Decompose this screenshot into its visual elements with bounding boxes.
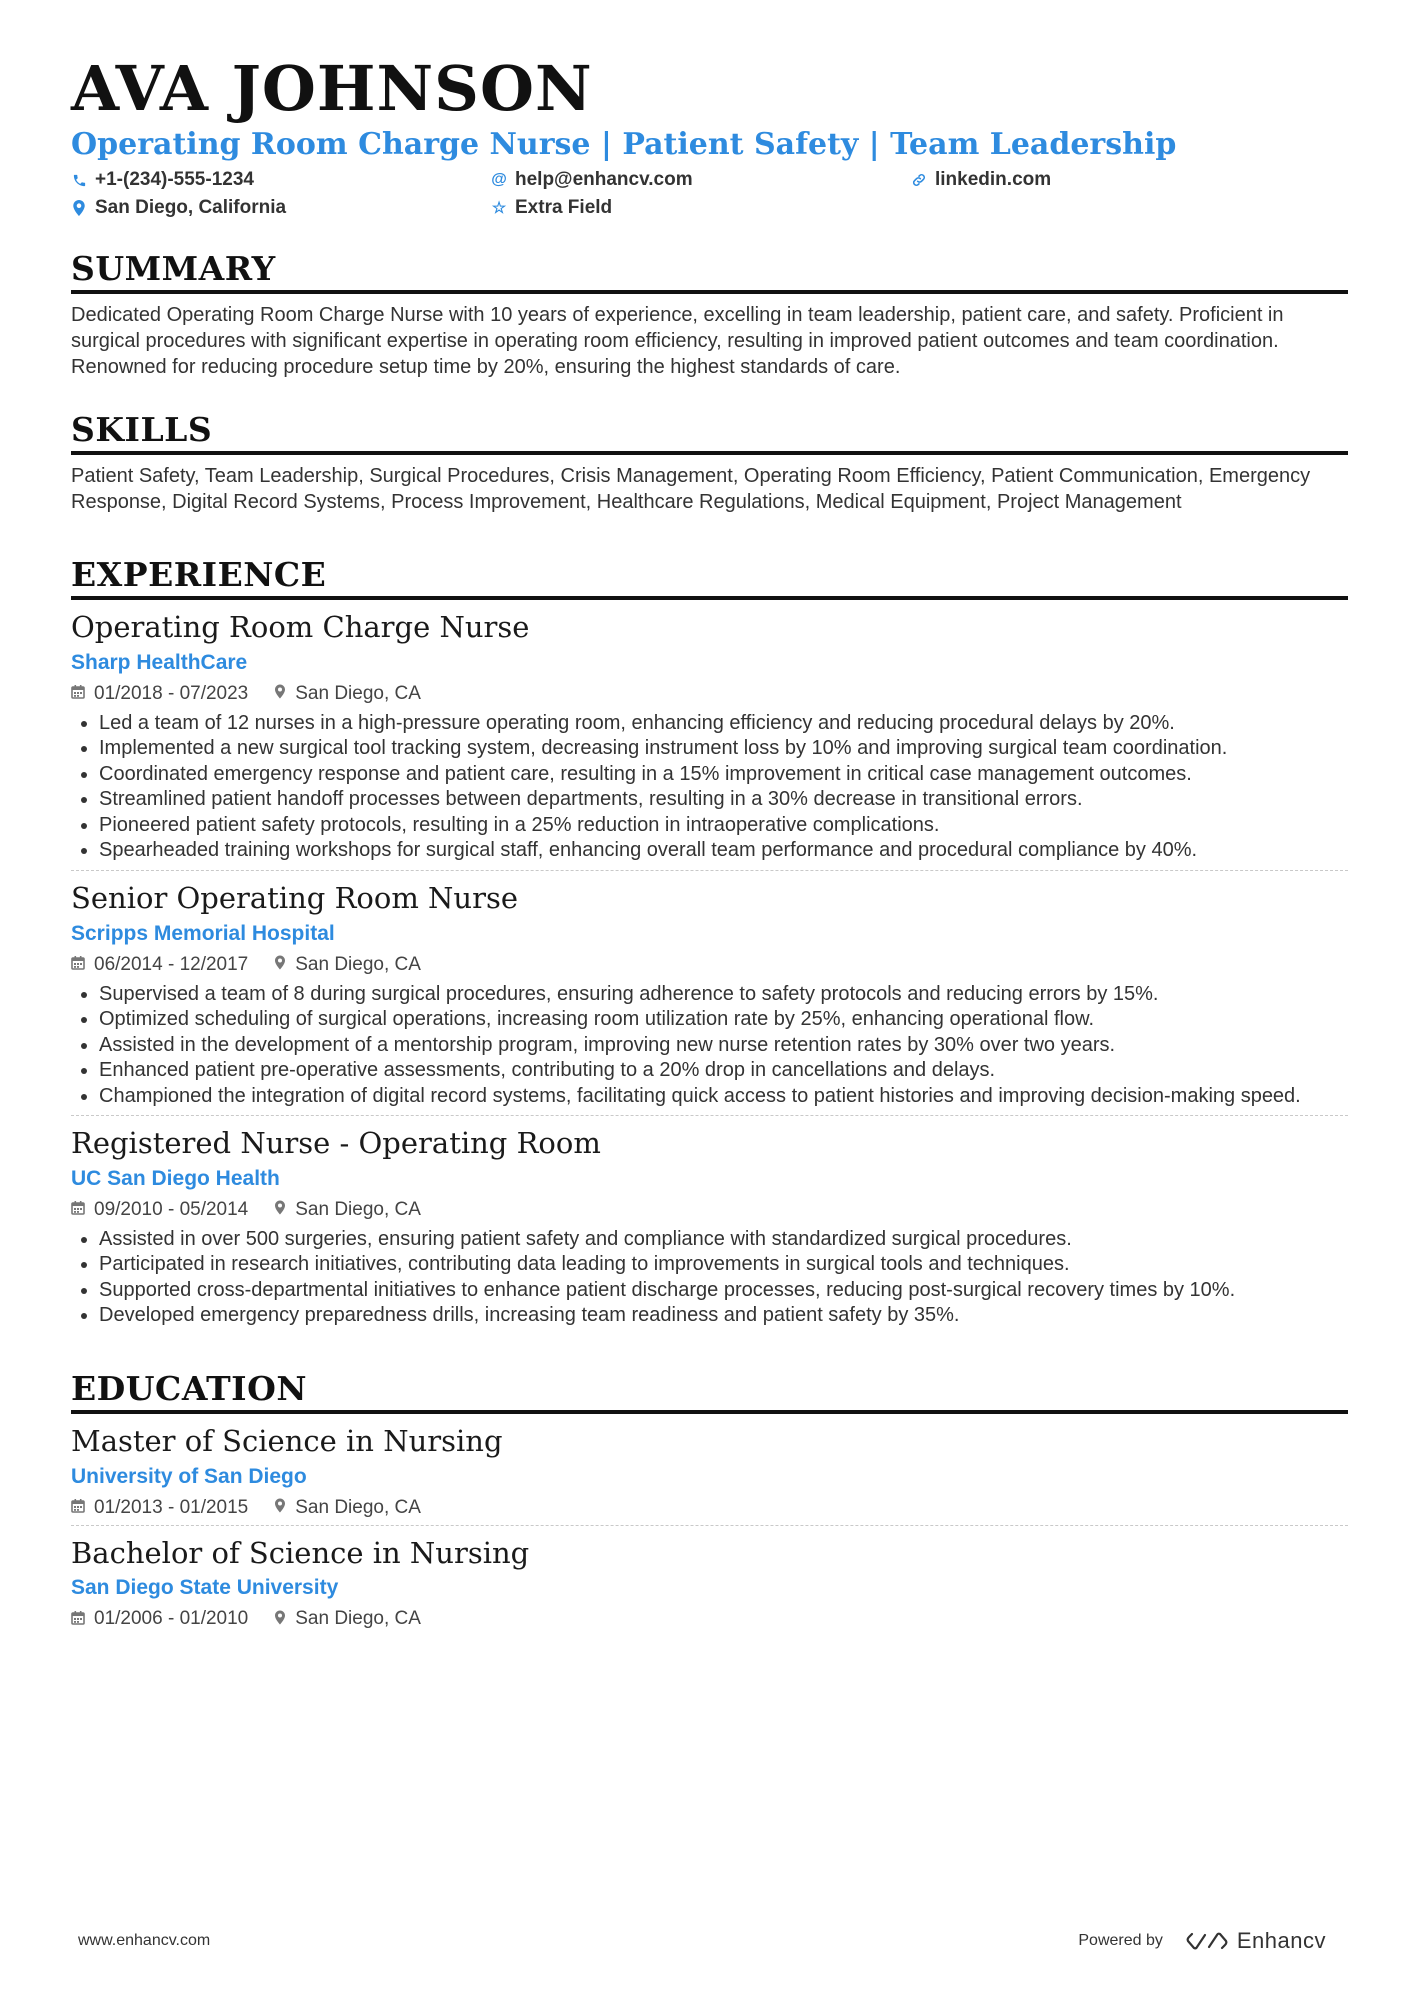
entry-dates — [71, 1497, 248, 1519]
achievement-item: • Assisted in the development of a mentorship program, improving new nurse retention rates by 30% over two years. — [99, 1033, 1348, 1059]
achievement-item: • Streamlined patient handoff processes between departments, resulting in a 30% decrease in transitional errors. — [99, 787, 1348, 813]
achievement-item: • Pioneered patient safety protocols, resulting in a 25% reduction in intraoperative complications. — [99, 813, 1348, 839]
linkedin-text: linkedin.com — [935, 169, 1052, 190]
contact-info — [71, 169, 1348, 219]
degree-title: Master of Science in Nursing — [71, 1423, 503, 1458]
entry-location — [274, 954, 421, 976]
entry-meta — [71, 1497, 1348, 1519]
calendar-icon — [71, 684, 85, 703]
headline: Operating Room Charge Nurse | Patient Safety | Team Leadership — [71, 127, 1177, 162]
education-title: EDUCATION — [71, 1369, 1348, 1414]
location-pin-icon — [274, 955, 286, 974]
powered-by-label: Powered by — [1078, 1932, 1163, 1949]
skills-text: Patient Safety, Team Leadership, Surgical Procedures, Crisis Management, Operating Room Efficiency, Patient Communication, Emergency Response, Digital Record Systems, Process Improvement, Healthcare Regulations, Medical Equipment, Project Management — [71, 465, 1311, 513]
entry-dates — [71, 1608, 248, 1630]
achievement-item: • Supervised a team of 8 during surgical procedures, ensuring adherence to safety protocols and reducing errors by 15%. — [99, 982, 1348, 1008]
entry-location — [274, 1608, 421, 1630]
location-text: San Diego, CA — [295, 682, 421, 704]
achievement-item: • Implemented a new surgical tool tracking system, decreasing instrument loss by 10% and improving surgical team coordination. — [99, 736, 1348, 762]
skills-title: SKILLS — [71, 410, 1348, 455]
phone-icon — [71, 173, 87, 188]
dates-text: 06/2014 - 12/2017 — [94, 953, 249, 975]
contact-phone — [71, 169, 491, 191]
entry-meta — [71, 683, 1348, 705]
school-name[interactable]: San Diego State University — [71, 1576, 339, 1600]
school-name[interactable]: University of San Diego — [71, 1464, 307, 1488]
calendar-icon — [71, 955, 85, 974]
achievement-item: • Enhanced patient pre-operative assessments, contributing to a 20% drop in cancellations and delays. — [99, 1058, 1348, 1084]
entry-meta — [71, 1199, 1348, 1221]
contact-linkedin[interactable] — [911, 169, 1331, 191]
enhancv-logo[interactable] — [1185, 1928, 1326, 1954]
job-title: Registered Nurse - Operating Room — [71, 1126, 601, 1161]
email-text: help@enhancv.com — [515, 169, 693, 190]
enhancv-logo-icon — [1185, 1930, 1229, 1952]
job-title: Operating Room Charge Nurse — [71, 610, 530, 644]
extra-text: Extra Field — [515, 197, 613, 218]
location-text: San Diego, CA — [295, 1198, 421, 1220]
achievement-item: • Supported cross-departmental initiatives to enhance patient discharge processes, reducing post-surgical recovery times by 10%. — [99, 1278, 1348, 1304]
calendar-icon — [71, 1610, 85, 1629]
education-entry — [71, 1414, 1348, 1526]
star-icon: ☆ — [491, 200, 507, 217]
company-name[interactable]: UC San Diego Health — [71, 1166, 280, 1190]
entry-dates — [71, 1199, 248, 1221]
location-pin-icon — [274, 684, 286, 703]
achievement-item: • Developed emergency preparedness drills, increasing team readiness and patient safety by 35%. — [99, 1303, 1348, 1329]
resume-header — [71, 52, 1348, 219]
achievement-item: • Led a team of 12 nurses in a high-pressure operating room, enhancing efficiency and reducing procedural delays by 20%. — [99, 711, 1348, 737]
education-entry — [71, 1526, 1348, 1637]
achievement-item: • Optimized scheduling of surgical operations, increasing room utilization rate by 25%, enhancing operational flow. — [99, 1007, 1348, 1033]
dates-text: 01/2018 - 07/2023 — [94, 682, 249, 704]
entry-location — [274, 683, 421, 705]
contact-email[interactable] — [491, 169, 911, 191]
company-name[interactable]: Sharp HealthCare — [71, 650, 248, 674]
phone-text: +1-(234)-555-1234 — [95, 169, 254, 190]
achievement-item: • Assisted in over 500 surgeries, ensuring patient safety and compliance with standardized surgical procedures. — [99, 1227, 1348, 1253]
achievement-list — [71, 1227, 1348, 1329]
entry-location — [274, 1497, 421, 1519]
entry-dates — [71, 954, 248, 976]
summary-title: SUMMARY — [71, 249, 1348, 294]
location-pin-icon — [274, 1610, 286, 1629]
achievement-item: • Coordinated emergency response and patient care, resulting in a 15% improvement in critical case management outcomes. — [99, 762, 1348, 788]
experience-title: EXPERIENCE — [71, 555, 1348, 600]
page-footer — [78, 1928, 1326, 1954]
dates-text: 09/2010 - 05/2014 — [94, 1198, 249, 1220]
experience-entry — [71, 600, 1348, 871]
dates-text: 01/2013 - 01/2015 — [94, 1496, 249, 1518]
experience-section — [71, 555, 1348, 1335]
contact-extra — [491, 197, 911, 219]
dates-text: 01/2006 - 01/2010 — [94, 1608, 249, 1630]
job-title: Senior Operating Room Nurse — [71, 880, 518, 915]
location-pin-icon — [274, 1498, 286, 1517]
achievement-item: • Participated in research initiatives, contributing data leading to improvements in surgical tools and techniques. — [99, 1252, 1348, 1278]
calendar-icon — [71, 1498, 85, 1517]
achievement-list — [71, 711, 1348, 864]
achievement-item: • Spearheaded training workshops for surgical staff, enhancing overall team performance and procedural compliance by 40%. — [99, 838, 1348, 864]
entry-location — [274, 1199, 421, 1221]
location-text: San Diego, CA — [295, 1608, 421, 1630]
degree-title: Bachelor of Science in Nursing — [71, 1535, 530, 1570]
at-icon: @ — [491, 171, 507, 188]
contact-location — [71, 197, 491, 219]
resume-page — [71, 52, 1348, 1636]
powered-by — [1078, 1928, 1326, 1954]
candidate-name: AVA JOHNSON — [71, 52, 593, 125]
skills-section — [71, 410, 1348, 515]
link-icon — [911, 172, 927, 188]
company-name[interactable]: Scripps Memorial Hospital — [71, 921, 335, 945]
calendar-icon — [71, 1200, 85, 1219]
experience-entry — [71, 1116, 1348, 1335]
entry-meta — [71, 954, 1348, 976]
location-text: San Diego, CA — [295, 1496, 421, 1518]
location-pin-icon — [274, 1200, 286, 1219]
location-text: San Diego, California — [95, 197, 287, 218]
summary-text: Dedicated Operating Room Charge Nurse with 10 years of experience, excelling in team leadership, patient care, and safety. Proficient in surgical procedures with significant expertise in operating room efficiency, resulting in improved patient outcomes and team coordination. Renowned for reducing procedure setup time by 20%, ensuring the highest standards of care. — [71, 304, 1284, 378]
education-list — [71, 1414, 1348, 1637]
experience-list — [71, 600, 1348, 1335]
brand-name: Enhancv — [1236, 1928, 1326, 1953]
location-text: San Diego, CA — [295, 953, 421, 975]
footer-website[interactable]: www.enhancv.com — [78, 1932, 211, 1949]
achievement-item: • Championed the integration of digital record systems, facilitating quick access to patient histories and improving decision-making speed. — [99, 1084, 1348, 1110]
achievement-list — [71, 982, 1348, 1110]
summary-section — [71, 249, 1348, 380]
experience-entry — [71, 871, 1348, 1116]
entry-dates — [71, 683, 248, 705]
entry-meta — [71, 1608, 1348, 1630]
education-section — [71, 1369, 1348, 1637]
location-pin-icon — [71, 200, 87, 216]
